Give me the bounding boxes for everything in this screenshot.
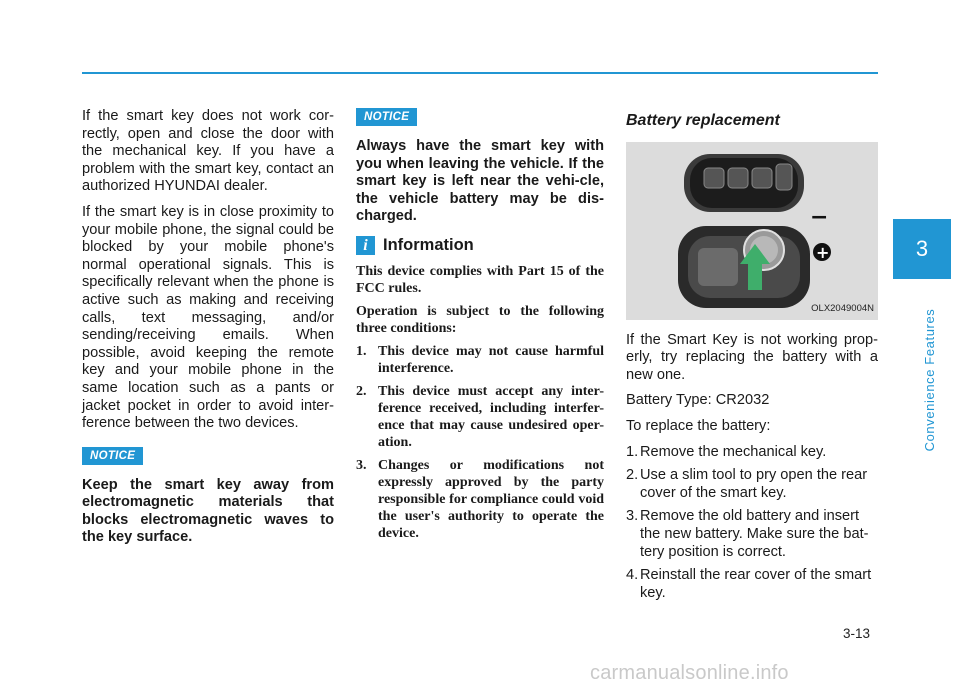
steps-list bbox=[626, 444, 878, 603]
notice-badge: NOTICE bbox=[356, 108, 417, 126]
battery-replacement-figure bbox=[626, 142, 878, 320]
list-item: 4. Reinstall the rear cover of the smart key. bbox=[626, 567, 872, 601]
figure-caption: OLX2049004N bbox=[811, 303, 874, 314]
list-item: 2. This device must accept any inter-ference received, including interfer-ence that may cause undesired oper-ation. bbox=[356, 383, 604, 450]
chapter-tab: 3 bbox=[893, 219, 951, 279]
battery-intro-paragraph: If the Smart Key is not working prop-erly, try replacing the battery with a new one. bbox=[626, 331, 878, 383]
minus-marker: − bbox=[810, 204, 829, 230]
list-item: 3. Remove the old battery and insert the new battery. Make sure the bat-tery position is correct. bbox=[626, 508, 869, 560]
steps-intro: To replace the battery: bbox=[626, 417, 771, 434]
header-rule bbox=[82, 72, 878, 74]
chapter-label-text: Convenience Features bbox=[922, 308, 937, 452]
column-3 bbox=[626, 108, 878, 608]
list-item: 1. This device may not cause harmful interference. bbox=[356, 343, 604, 376]
fcc-paragraph: This device complies with Part 15 of the FCC rules. bbox=[356, 263, 604, 296]
conditions-list bbox=[356, 343, 604, 542]
notice-text-battery-discharge: Always have the smart key with you when leaving the vehicle. If the smart key is left near the vehi-cle, the vehicle battery may be dis-charged. bbox=[356, 138, 604, 225]
battery-type: Battery Type: CR2032 bbox=[626, 392, 770, 409]
info-icon: i bbox=[356, 236, 375, 255]
information-body bbox=[356, 263, 604, 542]
information-heading bbox=[356, 236, 604, 255]
list-item: 1. Remove the mechanical key. bbox=[626, 443, 827, 460]
plus-marker: + bbox=[816, 242, 830, 262]
section-title: Battery replacement bbox=[626, 112, 780, 129]
information-title: Information bbox=[383, 235, 474, 254]
conditions-intro: Operation is subject to the following three conditions: bbox=[356, 303, 604, 336]
page-number: 3-13 bbox=[843, 626, 871, 641]
column-1 bbox=[82, 108, 334, 555]
notice-badge: NOTICE bbox=[82, 447, 143, 465]
paragraph-smart-key-not-working: If the smart key does not work cor-rectly, open and close the door with the mechanical key. If you have a problem with the smart key, contact an authorized HYUNDAI dealer. bbox=[82, 108, 334, 195]
column-2 bbox=[356, 108, 604, 548]
list-item: 3. Changes or modifications not expressly approved by the party responsible for compliance could void the user's authority to operate the device. bbox=[356, 457, 604, 541]
watermark: carmanualsonline.info bbox=[590, 662, 789, 684]
paragraph-mobile-phone: If the smart key is in close proximity to your mobile phone, the signal could be blocked by your mobile phone's normal operational signals. This is specifically relevant when the phone is active such as making and receiving calls, text messaging, and/or sending/receiving emails. When possible, avoid keeping the remote key and your mobile phone in the same location such as a pants or jacket pocket in order to avoid inter-ference between the two devices. bbox=[82, 203, 334, 432]
smart-key-illustration bbox=[626, 142, 878, 320]
notice-text-electromagnetic: Keep the smart key away from electromagnetic materials that blocks electromagnetic waves to the key surface. bbox=[82, 476, 334, 546]
list-item: 2. Use a slim tool to pry open the rear cover of the smart key. bbox=[626, 467, 868, 501]
